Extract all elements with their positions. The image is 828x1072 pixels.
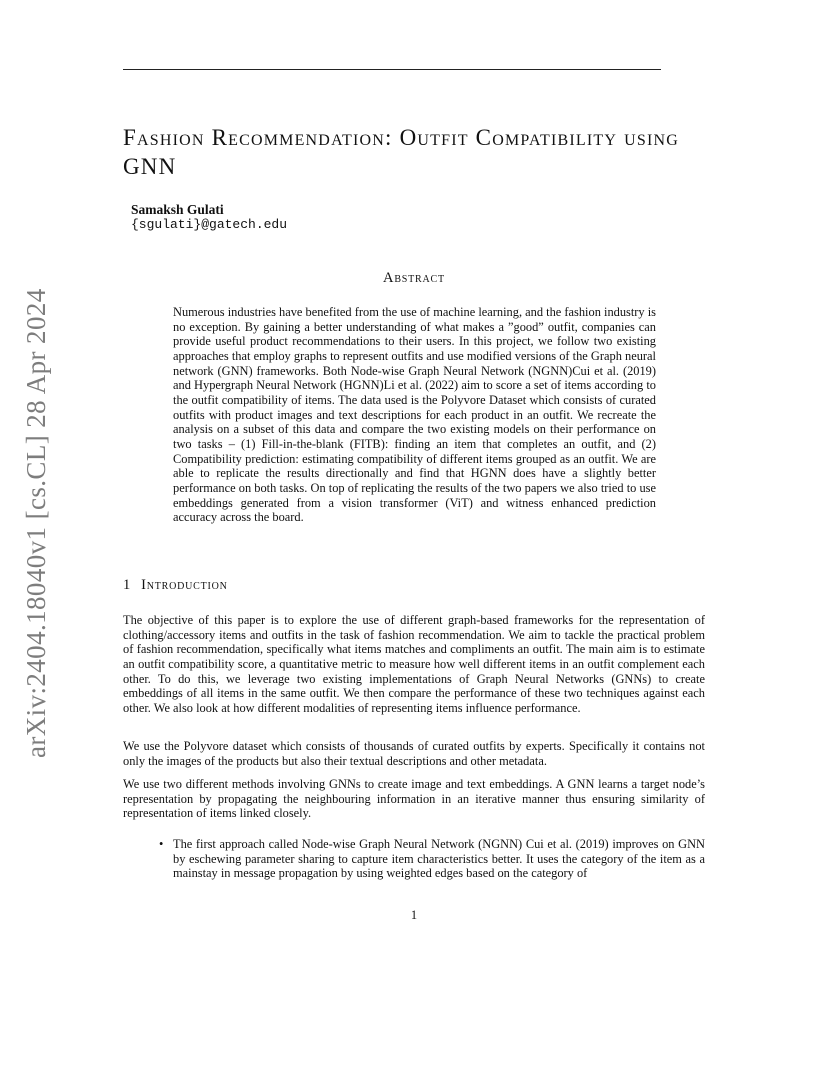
section-heading-introduction <box>123 577 228 594</box>
abstract-heading: Abstract <box>383 270 445 286</box>
section-title: Introduction <box>141 577 228 593</box>
intro-paragraph-2: We use the Polyvore dataset which consists of thousands of curated outfits by experts. Specifically it contains not only the images of the products but also their textual descriptions and other metadata. <box>123 739 705 768</box>
bullet-item-ngnn: The first approach called Node-wise Graph Neural Network (NGNN) Cui et al. (2019) improves on GNN by eschewing parameter sharing to capture item characteristics better. It uses the category of the item as a mainstay in message propagation by using weighted edges based on the category of <box>173 837 705 881</box>
abstract-text: Numerous industries have benefited from the use of machine learning, and the fashion industry is no exception. By gaining a better understanding of what makes a ”good” outfit, companies can provide useful product recommendations to their users. In this project, we follow two existing approaches that employ graphs to represent outfits and use modified versions of the Graph neural network (GNN) frameworks. Both Node-wise Graph Neural Network (NGNN)Cui et al. (2019) and Hypergraph Neural Network (HGNN)Li et al. (2022) aim to score a set of items according to the outfit compatibility of items. The data used is the Polyvore Dataset which consists of curated outfits with product images and text descriptions for each product in an outfit. We recreate the analysis on a subset of this data and compare the two existing models on their performance on two tasks – (1) Fill-in-the-blank (FITB): finding an item that completes an outfit, and (2) Compatibility prediction: estimating compatibility of different items grouped as an outfit. We are able to replicate the results directionally and find that HGNN does have a slightly better performance on both tasks. On top of replicating the results of the two papers we also tried to use embeddings generated from a vision transformer (ViT) and witness enhanced prediction accuracy across the board. <box>173 305 656 525</box>
paper-title: Fashion Recommendation: Outfit Compatibility using GNN <box>123 125 679 179</box>
bullet-marker: • <box>159 837 164 851</box>
intro-paragraph-3: We use two different methods involving GNNs to create image and text embeddings. A GNN learns a target node’s representation by propagating the neighbouring information in an iterative manner thus ensuring similarity of representation of items linked closely. <box>123 777 705 821</box>
arxiv-identifier: arXiv:2404.18040v1 [cs.CL] 28 Apr 2024 <box>21 288 51 758</box>
top-rule <box>123 69 661 70</box>
intro-paragraph-1: The objective of this paper is to explore the use of different graph-based frameworks for the representation of clothing/accessory items and outfits in the task of fashion recommendation. We aim to tackle the practical problem of fashion recommendation, specifically what items matches and compliments an outfit. The main aim is to estimate an outfit compatibility score, a quantitative metric to measure how well different items in an outfit complement each other. To do this, we leverage two existing implementations of Graph Neural Networks (GNNs) to create embeddings of all items in the same outfit. We then compare the performance of these two techniques against each other. We also look at how different modalities of representing items influence performance. <box>123 613 705 715</box>
author-email: {sgulati}@gatech.edu <box>131 217 288 232</box>
page-number: 1 <box>410 908 418 922</box>
section-number: 1 <box>123 577 132 593</box>
author-name: Samaksh Gulati <box>131 202 224 217</box>
